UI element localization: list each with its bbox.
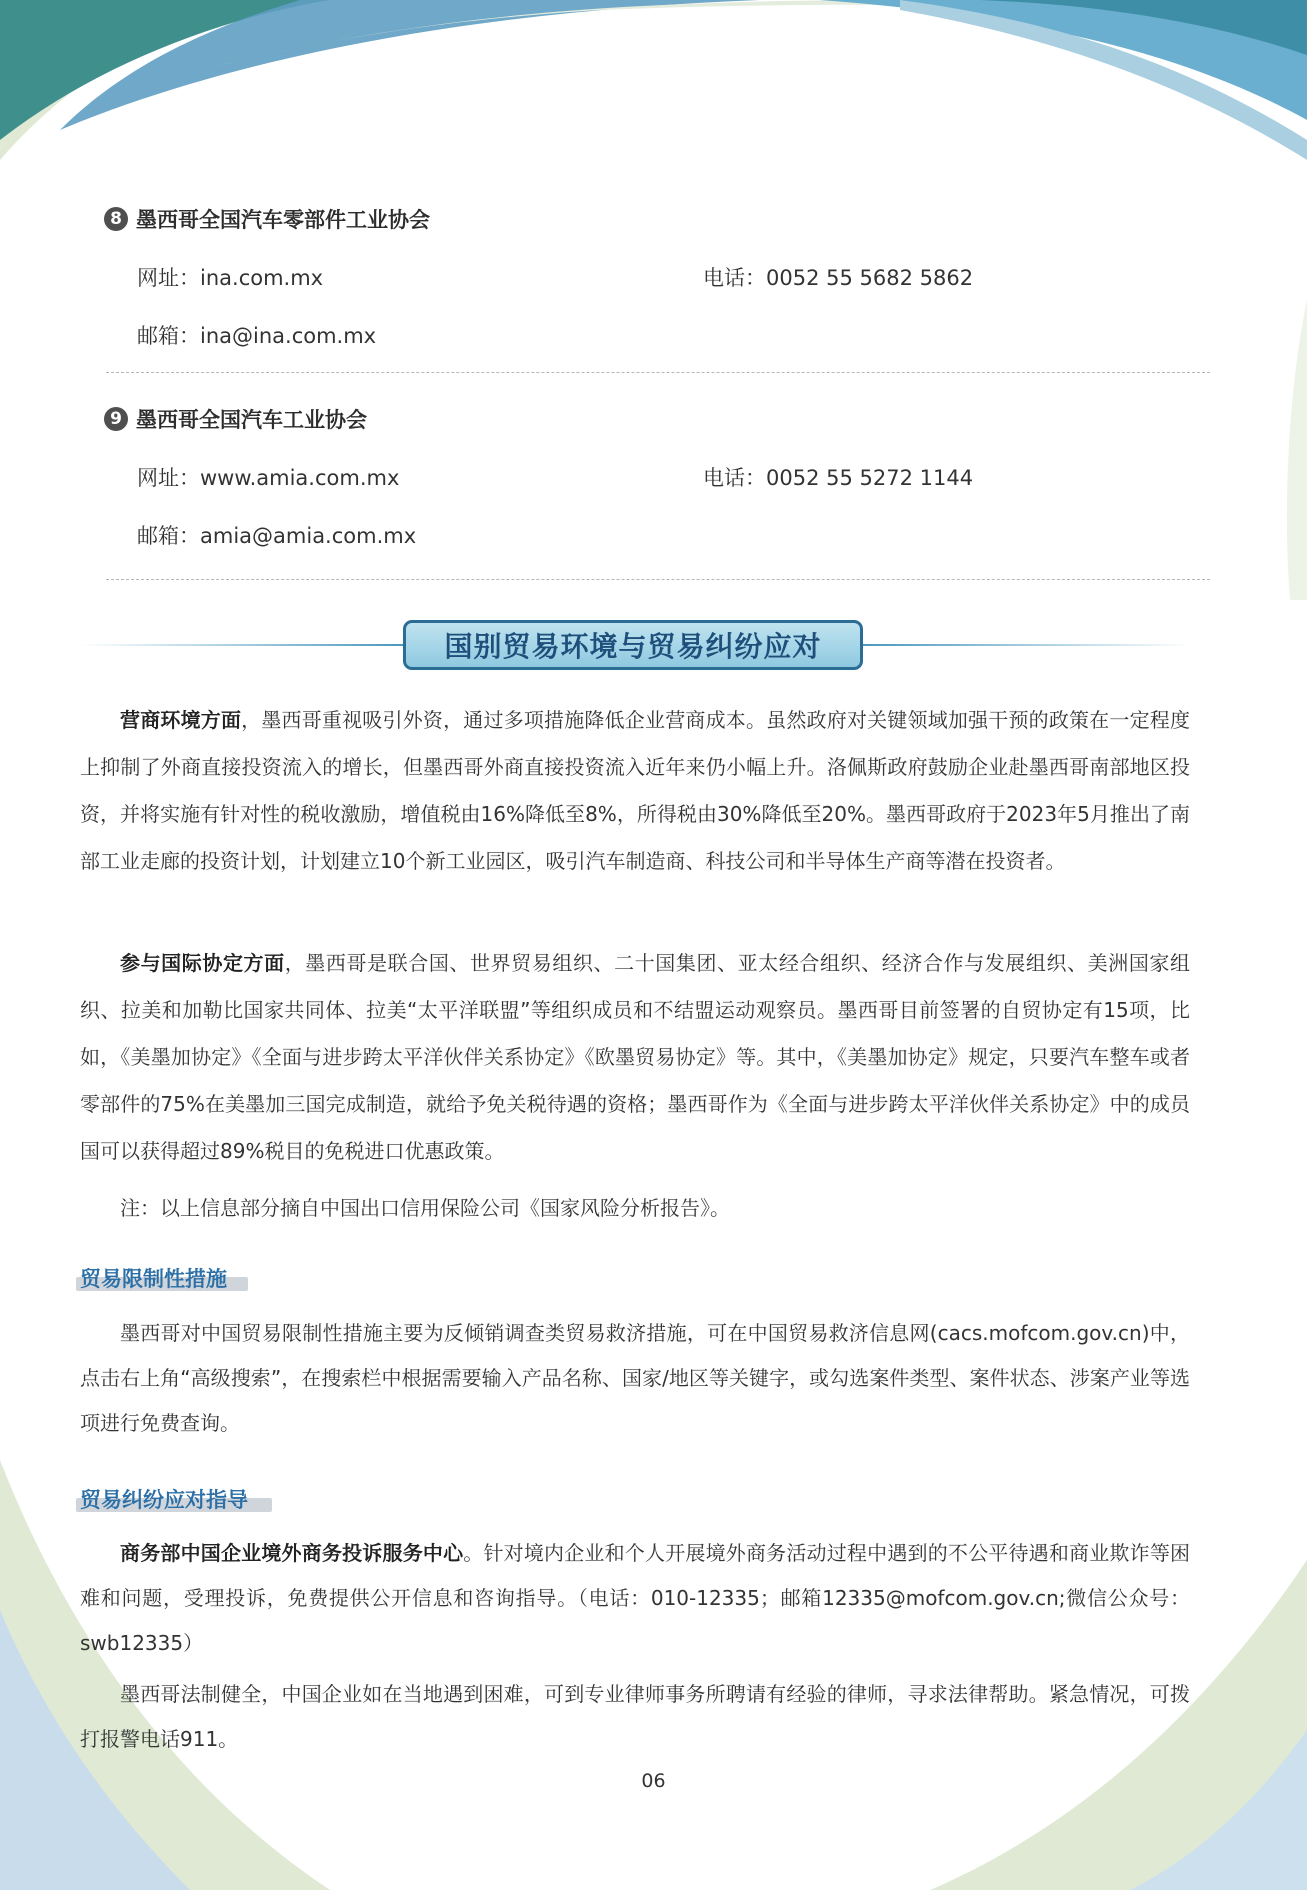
subheading-text: 贸易纠纷应对指导 xyxy=(80,1488,248,1512)
trade-restrictions-paragraph: 墨西哥对中国贸易限制性措施主要为反倾销调查类贸易救济措施，可在中国贸易救济信息网(cacs.mofcom.gov.cn)中，点击右上角“高级搜索”，在搜索栏中根据需要输入产品名称、国家/地区等关键字，或勾选案件类型、案件状态、涉案产业等选项进行免费查询。 xyxy=(80,1321,1190,1435)
dashed-divider xyxy=(106,579,1210,580)
banner-line-right xyxy=(862,644,1192,646)
subheading-dispute-guidance xyxy=(80,1484,248,1514)
paragraph-lead: 商务部中国企业境外商务投诉服务中心 xyxy=(120,1541,464,1565)
number-badge: 8 xyxy=(104,207,128,231)
page-number: 06 xyxy=(641,1770,666,1792)
subheading-text: 贸易限制性措施 xyxy=(80,1267,227,1291)
association-website: 网址：ina.com.mx xyxy=(137,266,324,290)
banner-line-left xyxy=(80,644,404,646)
dispute-guidance-paragraph xyxy=(80,1531,1190,1666)
association-email: 邮箱：ina@ina.com.mx xyxy=(137,324,377,348)
association-phone: 电话：0052 55 5272 1144 xyxy=(703,466,974,490)
subheading-trade-restrictions xyxy=(80,1263,227,1293)
association-title xyxy=(104,404,367,434)
paragraph-lead: 参与国际协定方面 xyxy=(120,951,285,975)
association-name: 墨西哥全国汽车零部件工业协会 xyxy=(136,208,430,232)
association-email: 邮箱：amia@amia.com.mx xyxy=(137,524,417,548)
business-environment-paragraph xyxy=(80,697,1190,885)
paragraph-text: ，墨西哥重视吸引外资，通过多项措施降低企业营商成本。虽然政府对关键领域加强干预的政策在一定程度上抑制了外商直接投资流入的增长，但墨西哥外商直接投资流入近年来仍小幅上升。洛佩斯政府鼓励企业赴墨西哥南部地区投资，并将实施有针对性的税收激励，增值税由16%降低至8%，所得税由30%降低至20%。墨西哥政府于2023年5月推出了南部工业走廊的投资计划，计划建立10个新工业园区，吸引汽车制造商、科技公司和半导体生产商等潜在投资者。 xyxy=(80,708,1191,873)
paragraph-text: 。针对境内企业和个人开展境外商务活动过程中遇到的不公平待遇和商业欺诈等困难和问题，受理投诉，免费提供公开信息和咨询指导。（电话：010-12335；邮箱12335@mofcom.gov.cn;微信公众号：swb12335） xyxy=(80,1541,1191,1655)
international-agreements-paragraph xyxy=(80,940,1190,1175)
source-note: 注：以上信息部分摘自中国出口信用保险公司《国家风险分析报告》。 xyxy=(120,1196,730,1220)
association-phone: 电话：0052 55 5682 5862 xyxy=(703,266,974,290)
association-name: 墨西哥全国汽车工业协会 xyxy=(136,408,367,432)
paragraph-text: ，墨西哥是联合国、世界贸易组织、二十国集团、亚太经合组织、经济合作与发展组织、美洲国家组织、拉美和加勒比国家共同体、拉美“太平洋联盟”等组织成员和不结盟运动观察员。墨西哥目前签署的自贸协定有15项，比如，《美墨加协定》《全面与进步跨太平洋伙伴关系协定》《欧墨贸易协定》等。其中，《美墨加协定》规定，只要汽车整车或者零部件的75%在美墨加三国完成制造，就给予免关税待遇的资格；墨西哥作为《全面与进步跨太平洋伙伴关系协定》中的成员国可以获得超过89%税目的免税进口优惠政策。 xyxy=(80,951,1191,1163)
dashed-divider xyxy=(106,372,1210,373)
association-website: 网址：www.amia.com.mx xyxy=(137,466,400,490)
paragraph-lead: 营商环境方面 xyxy=(120,708,242,732)
association-title xyxy=(104,204,430,234)
section-banner: 国别贸易环境与贸易纠纷应对 xyxy=(403,620,863,670)
number-badge: 9 xyxy=(104,407,128,431)
legal-help-paragraph: 墨西哥法制健全，中国企业如在当地遇到困难，可到专业律师事务所聘请有经验的律师，寻求法律帮助。紧急情况，可拨打报警电话911。 xyxy=(80,1682,1190,1751)
